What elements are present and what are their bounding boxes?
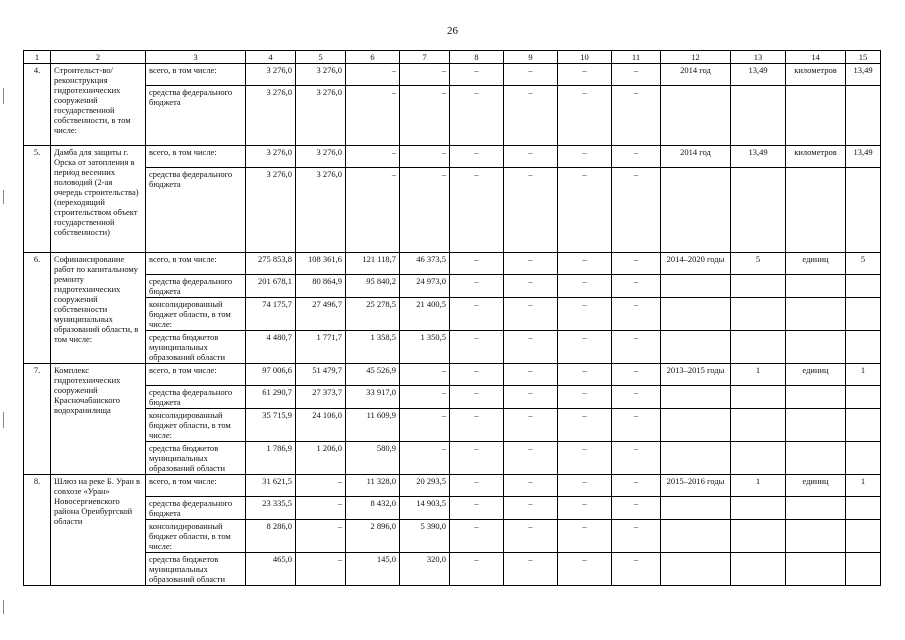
value-cell: –: [612, 520, 661, 553]
empty-cell: [786, 331, 846, 364]
period-cell: 2015–2016 годы: [661, 475, 731, 497]
value-cell: 1 358,5: [346, 331, 400, 364]
value-cell: 580,9: [346, 442, 400, 475]
column-number: 3: [146, 51, 246, 64]
table-row: [24, 64, 881, 86]
empty-cell: [846, 275, 881, 298]
target-cell: 13,49: [846, 146, 881, 168]
empty-cell: [661, 168, 731, 253]
value-cell: 31 621,5: [246, 475, 296, 497]
empty-cell: [846, 331, 881, 364]
table-row: [24, 331, 881, 364]
scan-mark: [3, 88, 4, 104]
empty-cell: [731, 497, 786, 520]
column-number-row: [24, 51, 881, 64]
value-cell: –: [612, 475, 661, 497]
indicator-cell: 13,49: [731, 64, 786, 86]
value-cell: 3 276,0: [246, 64, 296, 86]
value-cell: –: [504, 409, 558, 442]
value-cell: –: [558, 331, 612, 364]
value-cell: –: [612, 553, 661, 586]
value-cell: –: [296, 475, 346, 497]
funding-source: средства федерального бюджета: [146, 86, 246, 146]
value-cell: 145,0: [346, 553, 400, 586]
table-row: [24, 253, 881, 275]
value-cell: 3 276,0: [296, 168, 346, 253]
value-cell: 8 432,0: [346, 497, 400, 520]
value-cell: –: [612, 253, 661, 275]
value-cell: –: [296, 497, 346, 520]
empty-cell: [846, 168, 881, 253]
value-cell: 27 496,7: [296, 298, 346, 331]
value-cell: –: [558, 275, 612, 298]
funding-source: средства бюджетов муниципальных образований области: [146, 553, 246, 586]
indicator-cell: 1: [731, 475, 786, 497]
empty-cell: [661, 497, 731, 520]
empty-cell: [731, 553, 786, 586]
funding-source: всего, в том числе:: [146, 475, 246, 497]
item-number: 5.: [24, 146, 51, 253]
value-cell: –: [450, 386, 504, 409]
table-row: [24, 364, 881, 386]
value-cell: –: [504, 386, 558, 409]
value-cell: 3 276,0: [246, 168, 296, 253]
scan-mark: [3, 190, 4, 204]
funding-source: всего, в том числе:: [146, 253, 246, 275]
period-cell: 2014 год: [661, 146, 731, 168]
value-cell: 275 853,8: [246, 253, 296, 275]
value-cell: –: [450, 475, 504, 497]
value-cell: 97 006,6: [246, 364, 296, 386]
value-cell: –: [504, 331, 558, 364]
empty-cell: [786, 386, 846, 409]
item-name: Комплекс гидротехнических сооружений Красночабанского водохранилища: [51, 364, 146, 475]
empty-cell: [661, 298, 731, 331]
value-cell: 35 715,9: [246, 409, 296, 442]
period-cell: 2014 год: [661, 64, 731, 86]
value-cell: 465,0: [246, 553, 296, 586]
unit-cell: единиц: [786, 364, 846, 386]
value-cell: 1 350,5: [400, 331, 450, 364]
value-cell: –: [296, 520, 346, 553]
value-cell: 2 896,0: [346, 520, 400, 553]
value-cell: –: [612, 331, 661, 364]
value-cell: 3 276,0: [296, 86, 346, 146]
value-cell: –: [400, 409, 450, 442]
value-cell: –: [450, 275, 504, 298]
table-row: [24, 520, 881, 553]
empty-cell: [731, 386, 786, 409]
value-cell: –: [504, 86, 558, 146]
value-cell: –: [504, 553, 558, 586]
value-cell: –: [450, 409, 504, 442]
value-cell: 3 276,0: [296, 64, 346, 86]
value-cell: –: [346, 64, 400, 86]
value-cell: 1 786,9: [246, 442, 296, 475]
empty-cell: [846, 520, 881, 553]
table-row: [24, 386, 881, 409]
value-cell: –: [558, 86, 612, 146]
value-cell: –: [558, 520, 612, 553]
empty-cell: [731, 442, 786, 475]
value-cell: –: [400, 146, 450, 168]
value-cell: –: [450, 331, 504, 364]
funding-source: средства федерального бюджета: [146, 275, 246, 298]
target-cell: 1: [846, 364, 881, 386]
value-cell: 14 903,5: [400, 497, 450, 520]
item-name: Дамба для защиты г. Орска от затопления в период весенних половодий (2-ая очередь строительства) (переходящий строительством объект государственной собственности): [51, 146, 146, 253]
value-cell: –: [504, 168, 558, 253]
value-cell: –: [558, 497, 612, 520]
column-number: 5: [296, 51, 346, 64]
empty-cell: [786, 298, 846, 331]
table-row: [24, 442, 881, 475]
value-cell: –: [612, 146, 661, 168]
value-cell: –: [450, 146, 504, 168]
value-cell: –: [450, 253, 504, 275]
column-number: 10: [558, 51, 612, 64]
value-cell: 1 771,7: [296, 331, 346, 364]
empty-cell: [731, 298, 786, 331]
value-cell: –: [400, 64, 450, 86]
value-cell: 108 361,6: [296, 253, 346, 275]
value-cell: –: [504, 442, 558, 475]
column-number: 4: [246, 51, 296, 64]
value-cell: 61 290,7: [246, 386, 296, 409]
value-cell: –: [612, 64, 661, 86]
value-cell: –: [450, 298, 504, 331]
funding-source: консолидированный бюджет области, в том числе:: [146, 520, 246, 553]
indicator-cell: 13,49: [731, 146, 786, 168]
empty-cell: [846, 386, 881, 409]
empty-cell: [846, 298, 881, 331]
item-number: 7.: [24, 364, 51, 475]
funding-source: средства бюджетов муниципальных образований области: [146, 442, 246, 475]
value-cell: 27 373,7: [296, 386, 346, 409]
value-cell: –: [346, 168, 400, 253]
item-name: Строительст-во/реконструкция гидротехнических сооружений государственной собственности, в том числе:: [51, 64, 146, 146]
column-number: 15: [846, 51, 881, 64]
value-cell: 20 293,5: [400, 475, 450, 497]
column-number: 1: [24, 51, 51, 64]
empty-cell: [846, 497, 881, 520]
empty-cell: [661, 275, 731, 298]
scan-mark: [3, 600, 4, 614]
empty-cell: [661, 553, 731, 586]
empty-cell: [731, 168, 786, 253]
value-cell: 5 390,0: [400, 520, 450, 553]
value-cell: –: [450, 553, 504, 586]
value-cell: 4 480,7: [246, 331, 296, 364]
value-cell: 23 335,5: [246, 497, 296, 520]
table-row: [24, 409, 881, 442]
funding-source: всего, в том числе:: [146, 364, 246, 386]
value-cell: 11 609,9: [346, 409, 400, 442]
empty-cell: [661, 520, 731, 553]
table-row: [24, 475, 881, 497]
empty-cell: [786, 275, 846, 298]
value-cell: –: [558, 475, 612, 497]
table-row: [24, 553, 881, 586]
value-cell: –: [450, 520, 504, 553]
column-number: 12: [661, 51, 731, 64]
value-cell: –: [558, 298, 612, 331]
value-cell: –: [504, 253, 558, 275]
value-cell: –: [504, 146, 558, 168]
column-number: 2: [51, 51, 146, 64]
value-cell: –: [504, 275, 558, 298]
value-cell: –: [558, 553, 612, 586]
value-cell: –: [400, 442, 450, 475]
value-cell: –: [400, 386, 450, 409]
scan-mark: [3, 412, 4, 428]
value-cell: –: [612, 168, 661, 253]
empty-cell: [661, 442, 731, 475]
empty-cell: [846, 409, 881, 442]
value-cell: 46 373,5: [400, 253, 450, 275]
value-cell: –: [450, 497, 504, 520]
value-cell: 24 973,0: [400, 275, 450, 298]
page-number: 26: [447, 25, 458, 37]
empty-cell: [661, 331, 731, 364]
value-cell: –: [504, 497, 558, 520]
value-cell: –: [558, 442, 612, 475]
unit-cell: километров: [786, 146, 846, 168]
value-cell: –: [504, 520, 558, 553]
value-cell: 95 840,2: [346, 275, 400, 298]
value-cell: 320,0: [400, 553, 450, 586]
funding-source: средства федерального бюджета: [146, 168, 246, 253]
value-cell: 3 276,0: [246, 86, 296, 146]
column-number: 13: [731, 51, 786, 64]
indicator-cell: 1: [731, 364, 786, 386]
empty-cell: [786, 86, 846, 146]
value-cell: –: [450, 442, 504, 475]
table-row: [24, 298, 881, 331]
empty-cell: [846, 442, 881, 475]
value-cell: –: [558, 386, 612, 409]
value-cell: –: [450, 64, 504, 86]
column-number: 14: [786, 51, 846, 64]
value-cell: 21 400,5: [400, 298, 450, 331]
funding-source: средства федерального бюджета: [146, 497, 246, 520]
budget-table: [23, 50, 881, 586]
value-cell: –: [612, 298, 661, 331]
value-cell: 3 276,0: [246, 146, 296, 168]
value-cell: –: [450, 168, 504, 253]
value-cell: 25 278,5: [346, 298, 400, 331]
value-cell: 3 276,0: [296, 146, 346, 168]
value-cell: 8 286,0: [246, 520, 296, 553]
value-cell: –: [504, 298, 558, 331]
value-cell: –: [558, 364, 612, 386]
value-cell: 51 479,7: [296, 364, 346, 386]
item-name: Софинансирование работ по капитальному ремонту гидротехнических сооружений собственности муниципальных образований области, в том числе:: [51, 253, 146, 364]
value-cell: –: [346, 86, 400, 146]
value-cell: –: [612, 442, 661, 475]
value-cell: –: [504, 64, 558, 86]
value-cell: –: [612, 497, 661, 520]
period-cell: 2013–2015 годы: [661, 364, 731, 386]
value-cell: –: [504, 364, 558, 386]
item-name: Шлюз на реке Б. Уран в совхозе «Уран» Новосергиевского района Оренбургской области: [51, 475, 146, 586]
value-cell: –: [612, 275, 661, 298]
empty-cell: [786, 168, 846, 253]
empty-cell: [786, 520, 846, 553]
value-cell: –: [558, 253, 612, 275]
value-cell: –: [558, 146, 612, 168]
value-cell: –: [558, 409, 612, 442]
value-cell: 45 526,9: [346, 364, 400, 386]
value-cell: 201 678,1: [246, 275, 296, 298]
empty-cell: [661, 409, 731, 442]
value-cell: –: [400, 168, 450, 253]
unit-cell: единиц: [786, 253, 846, 275]
empty-cell: [786, 442, 846, 475]
column-number: 7: [400, 51, 450, 64]
target-cell: 1: [846, 475, 881, 497]
empty-cell: [731, 86, 786, 146]
value-cell: 24 106,0: [296, 409, 346, 442]
unit-cell: километров: [786, 64, 846, 86]
value-cell: –: [296, 553, 346, 586]
unit-cell: единиц: [786, 475, 846, 497]
table-row: [24, 497, 881, 520]
value-cell: 121 118,7: [346, 253, 400, 275]
value-cell: –: [558, 64, 612, 86]
indicator-cell: 5: [731, 253, 786, 275]
value-cell: 33 917,0: [346, 386, 400, 409]
table-row: [24, 168, 881, 253]
funding-source: консолидированный бюджет области, в том числе:: [146, 409, 246, 442]
column-number: 11: [612, 51, 661, 64]
empty-cell: [661, 86, 731, 146]
empty-cell: [731, 409, 786, 442]
empty-cell: [661, 386, 731, 409]
value-cell: –: [504, 475, 558, 497]
item-number: 8.: [24, 475, 51, 586]
funding-source: средства бюджетов муниципальных образований области: [146, 331, 246, 364]
value-cell: –: [450, 86, 504, 146]
funding-source: всего, в том числе:: [146, 146, 246, 168]
target-cell: 13,49: [846, 64, 881, 86]
value-cell: –: [400, 86, 450, 146]
funding-source: средства федерального бюджета: [146, 386, 246, 409]
table-row: [24, 275, 881, 298]
column-number: 9: [504, 51, 558, 64]
value-cell: –: [346, 146, 400, 168]
value-cell: –: [612, 409, 661, 442]
empty-cell: [786, 497, 846, 520]
item-number: 6.: [24, 253, 51, 364]
value-cell: –: [558, 168, 612, 253]
empty-cell: [846, 86, 881, 146]
funding-source: консолидированный бюджет области, в том числе:: [146, 298, 246, 331]
value-cell: 11 328,0: [346, 475, 400, 497]
empty-cell: [846, 553, 881, 586]
value-cell: 80 864,9: [296, 275, 346, 298]
value-cell: 74 175,7: [246, 298, 296, 331]
value-cell: –: [450, 364, 504, 386]
period-cell: 2014–2020 годы: [661, 253, 731, 275]
empty-cell: [731, 331, 786, 364]
target-cell: 5: [846, 253, 881, 275]
table-row: [24, 146, 881, 168]
empty-cell: [786, 409, 846, 442]
funding-source: всего, в том числе:: [146, 64, 246, 86]
value-cell: –: [612, 386, 661, 409]
empty-cell: [786, 553, 846, 586]
empty-cell: [731, 520, 786, 553]
value-cell: –: [612, 364, 661, 386]
value-cell: –: [612, 86, 661, 146]
value-cell: –: [400, 364, 450, 386]
item-number: 4.: [24, 64, 51, 146]
table-row: [24, 86, 881, 146]
column-number: 6: [346, 51, 400, 64]
value-cell: 1 206,0: [296, 442, 346, 475]
empty-cell: [731, 275, 786, 298]
column-number: 8: [450, 51, 504, 64]
